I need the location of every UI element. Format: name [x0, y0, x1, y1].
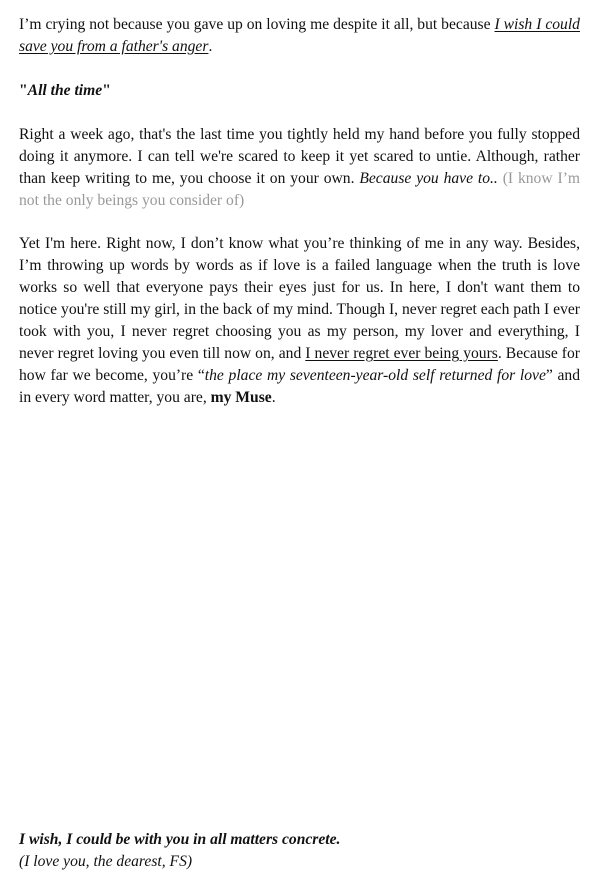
intro-paragraph	[19, 14, 580, 58]
paragraph-one	[19, 124, 580, 212]
heading-quote-open: "	[19, 82, 28, 99]
paragraph-two-text-end: ” and in every word matter, you are,	[19, 367, 580, 406]
letter-closing	[19, 829, 580, 873]
heading-text: All the time	[27, 82, 103, 99]
intro-underlined-text: I wish I could save you from a father's anger	[19, 16, 580, 55]
paragraph-two-bold: my Muse	[210, 389, 272, 406]
letter-body	[19, 14, 580, 409]
paragraph-two-text: Yet I'm here. Right now, I don’t know what you’re thinking of me in any way. Besides, I’m throwing up words by words as if love is a failed language when the truth is love works so well that everyone pays their eyes just for us. In here, I don't want them to notice you're still my girl, in the back of my mind. Though I, never regret each path I ever took with you, I never regret choosing you as my person, my lover and everything, I never regret loving you even till now on, and	[19, 235, 580, 362]
paragraph-two	[19, 233, 580, 409]
paragraph-two-italic-quote: the place my seventeen-year-old self returned for love	[204, 367, 546, 384]
intro-text: I’m crying not because you gave up on loving me despite it all, but because	[19, 16, 495, 33]
paragraph-two-period: .	[271, 389, 276, 406]
intro-end: .	[208, 38, 213, 55]
paragraph-one-aside: (I know I’m not the only beings you consider of)	[19, 170, 581, 209]
section-heading	[19, 80, 580, 102]
closing-line: I wish, I could be with you in all matters concrete.	[19, 831, 341, 848]
paragraph-one-italic: Because you have to..	[359, 170, 498, 187]
paragraph-one-text: Right a week ago, that's the last time you tightly held my hand before you fully stopped doing it anymore. I can tell we're scared to keep it yet scared to untie. Although, rather than keep writing to me, you choose it on your own.	[19, 126, 580, 187]
heading-quote-close: "	[102, 82, 111, 99]
paragraph-two-underlined: I never regret ever being yours	[305, 345, 498, 362]
signature-line: (I love you, the dearest, FS)	[19, 853, 193, 870]
paragraph-two-text-cont: . Because for how far we become, you’re “	[19, 345, 580, 384]
